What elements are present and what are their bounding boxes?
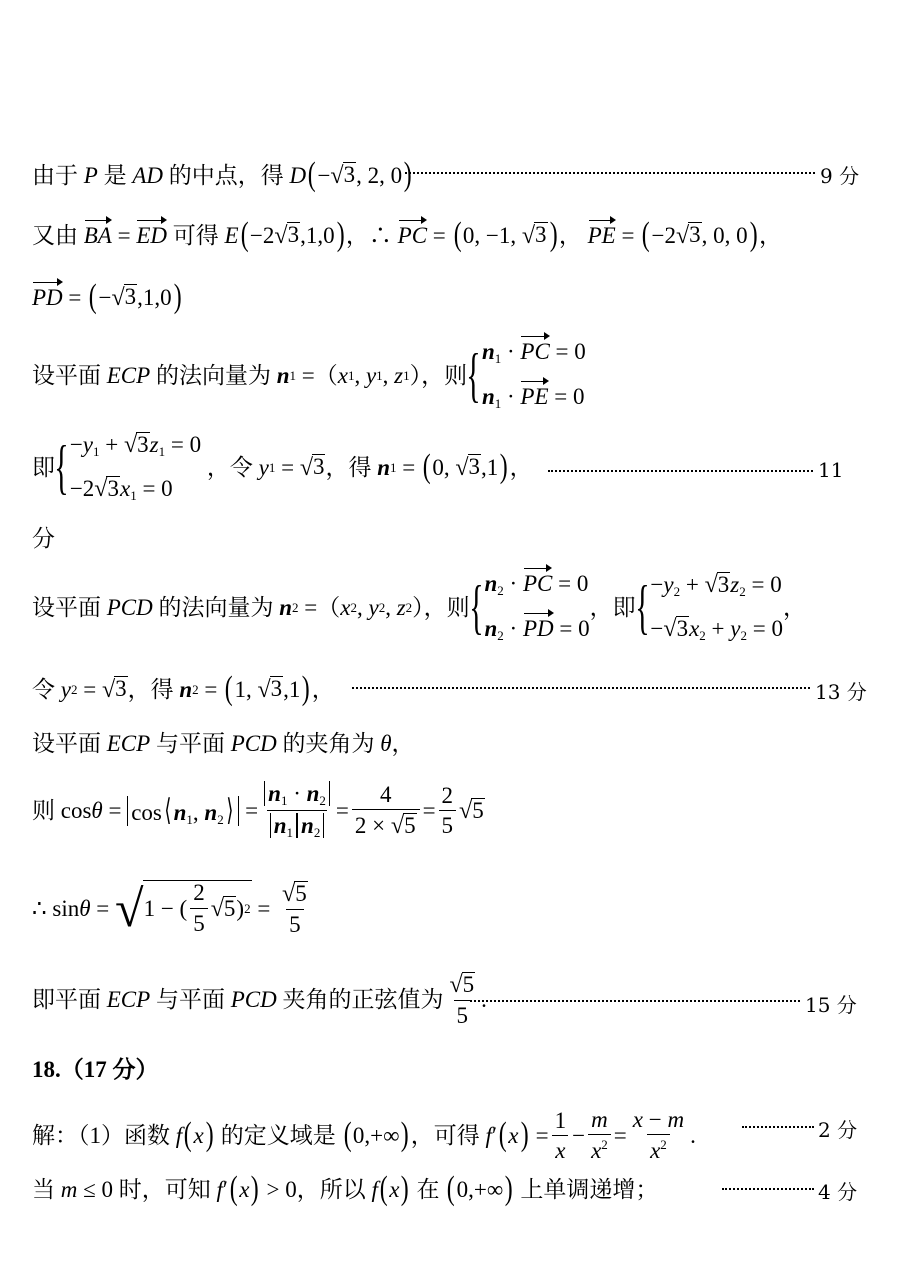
score-label: 4 分 <box>818 1180 858 1204</box>
solution-line-13: 解：（1）函数 f ( x ) 的定义域是 ( 0,+∞ ) ，可得 f ′ ( x ) = $\frac{1}{x}$ − $\frac{m}{x^2}$ = $\frac{x - m}{x^2}$ . <box>32 1107 696 1163</box>
solution-line-1: 由于 P 是 AD 的中点，得 D ( − √ 3 , 2, 0 ) <box>32 156 412 193</box>
dot-leader <box>405 172 815 174</box>
solution-line-9: 则 cos θ = cos⟨ $n_1$, $n_2⟩$ = $\frac{n_1 \cdot n_2}{n_1 n_2}$ = 4 2 × √ 5 = $\frac{2}{5}$ √ 5 <box>32 781 484 840</box>
solution-line-2: 又由 BA = ED 可得 E ( −2 √ 3 ,1,0 ) ，∴ PC = ( 0, −1, √ 3 ) ， PE = ( −2 √ 3 , 0, 0 ) ， <box>32 216 782 253</box>
score-label: 2 分 <box>818 1118 858 1142</box>
solution-line-10: ∴ sin θ = √ 1 − ( $\frac{2}{5}$ √ 5 ) 2 = √ 5 5 <box>32 880 307 939</box>
solution-line-4: 设平面 ECP 的法向量为 n 1 =（ x 1 , y 1 , z 1 ），则 { $n_1$ · PC = 0 $n_1$ · PE = 0 <box>32 339 586 411</box>
score-unit: 分 <box>32 526 55 551</box>
dot-leader <box>548 470 813 472</box>
dot-leader <box>742 1126 814 1128</box>
solution-line-11: 即平面 ECP 与平面 PCD 夹角的正弦值为 √ 5 5 . <box>32 972 487 1029</box>
solution-line-14: 当 m ≤ 0 时，可知 f ′ ( x ) > 0，所以 f ( x ) 在 ( 0,+∞ ) 上单调递增； <box>32 1170 659 1207</box>
solution-line-6: 设平面 PCD 的法向量为 n 2 =（ x 2 , y 2 , z 2 ），则 { $n_2$ · PC = 0 $n_2$ · PD = 0 ，即 { $-y_2$ + √ 3 $z_2 = 0$ − √ 3 $x_2 + y_2 = 0$ ， <box>32 571 806 643</box>
question-heading: 18.（17 分） <box>32 1057 159 1082</box>
solution-line-8: 设平面 ECP 与平面 PCD 的夹角为 θ ， <box>32 731 415 756</box>
score-label: 15 分 <box>805 993 857 1017</box>
dot-leader <box>722 1188 814 1190</box>
solution-line-5: 即 { $-y_1$ + √ 3 $z_1 = 0$ −2 √ 3 $x_1 = 0$ ，令 y 1 = √ 3 ，得 n 1 = ( 0, √ 3 ,1 ) ， <box>32 432 533 503</box>
solution-line-3: PD = ( − √ 3 ,1,0 ) <box>32 278 182 315</box>
solution-line-7: 令 y 2 = √ 3 ，得 n 2 = ( 1, √ 3 ,1 ) ， <box>32 670 335 707</box>
dot-leader <box>352 687 810 689</box>
score-label: 11 <box>818 458 844 482</box>
dot-leader <box>470 1000 800 1002</box>
score-label: 9 分 <box>820 164 860 188</box>
score-label: 13 分 <box>815 680 867 704</box>
solution-line-5-continued <box>32 527 55 550</box>
